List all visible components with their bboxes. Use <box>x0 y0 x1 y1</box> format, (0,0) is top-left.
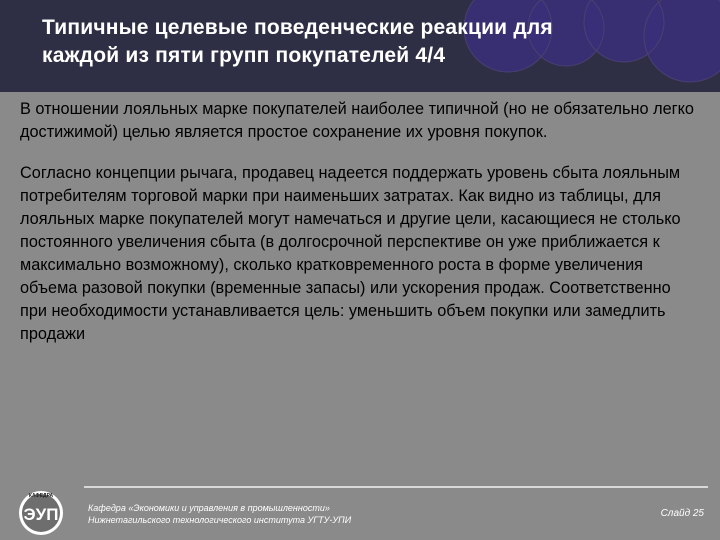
department-logo <box>12 488 70 536</box>
slide-title <box>42 14 562 70</box>
logo-main-text: ЭУП <box>23 505 59 524</box>
logo-top-text: КАФЕДРА <box>28 493 54 499</box>
slide-title-line-1: Типичные целевые поведенческие реакции для <box>42 16 553 39</box>
slide-number: Слайд 25 <box>660 508 704 519</box>
footer-department-line-1: Кафедра «Экономики и управления в промышленности» <box>88 503 330 513</box>
slide-title-line-2: каждой из пяти групп покупателей 4/4 <box>42 44 446 67</box>
footer-divider <box>84 486 708 488</box>
title-band <box>0 0 720 92</box>
footer-department-line-2: Нижнетагильского технологического института УГТУ-УПИ <box>88 515 352 525</box>
footer-department <box>88 502 428 526</box>
body-paragraph-2: Согласно концепции рычага, продавец надеется поддержать уровень сбыта лояльным потребителям торговой марки при наименьших затратах. Как видно из таблицы, для лояльных марке покупателей могут намечаться и другие цели, касающиеся не столько постоянного увеличения сбыта (в долгосрочной перспективе он уже приближается к максимально возможному), сколько кратковременного роста в форме увеличения объема разовой покупки (временные запасы) или ускорения продаж. Соответственно при необходимости устанавливается цель: уменьшить объем покупки или замедлить продажи <box>20 164 681 343</box>
slide-body <box>20 98 702 364</box>
deco-circle-4 <box>644 0 720 82</box>
body-paragraph-1: В отношении лояльных марке покупателей наиболее типичной (но не обязательно легко достижимой) целью является простое сохранение их уровня покупок. <box>20 100 694 141</box>
